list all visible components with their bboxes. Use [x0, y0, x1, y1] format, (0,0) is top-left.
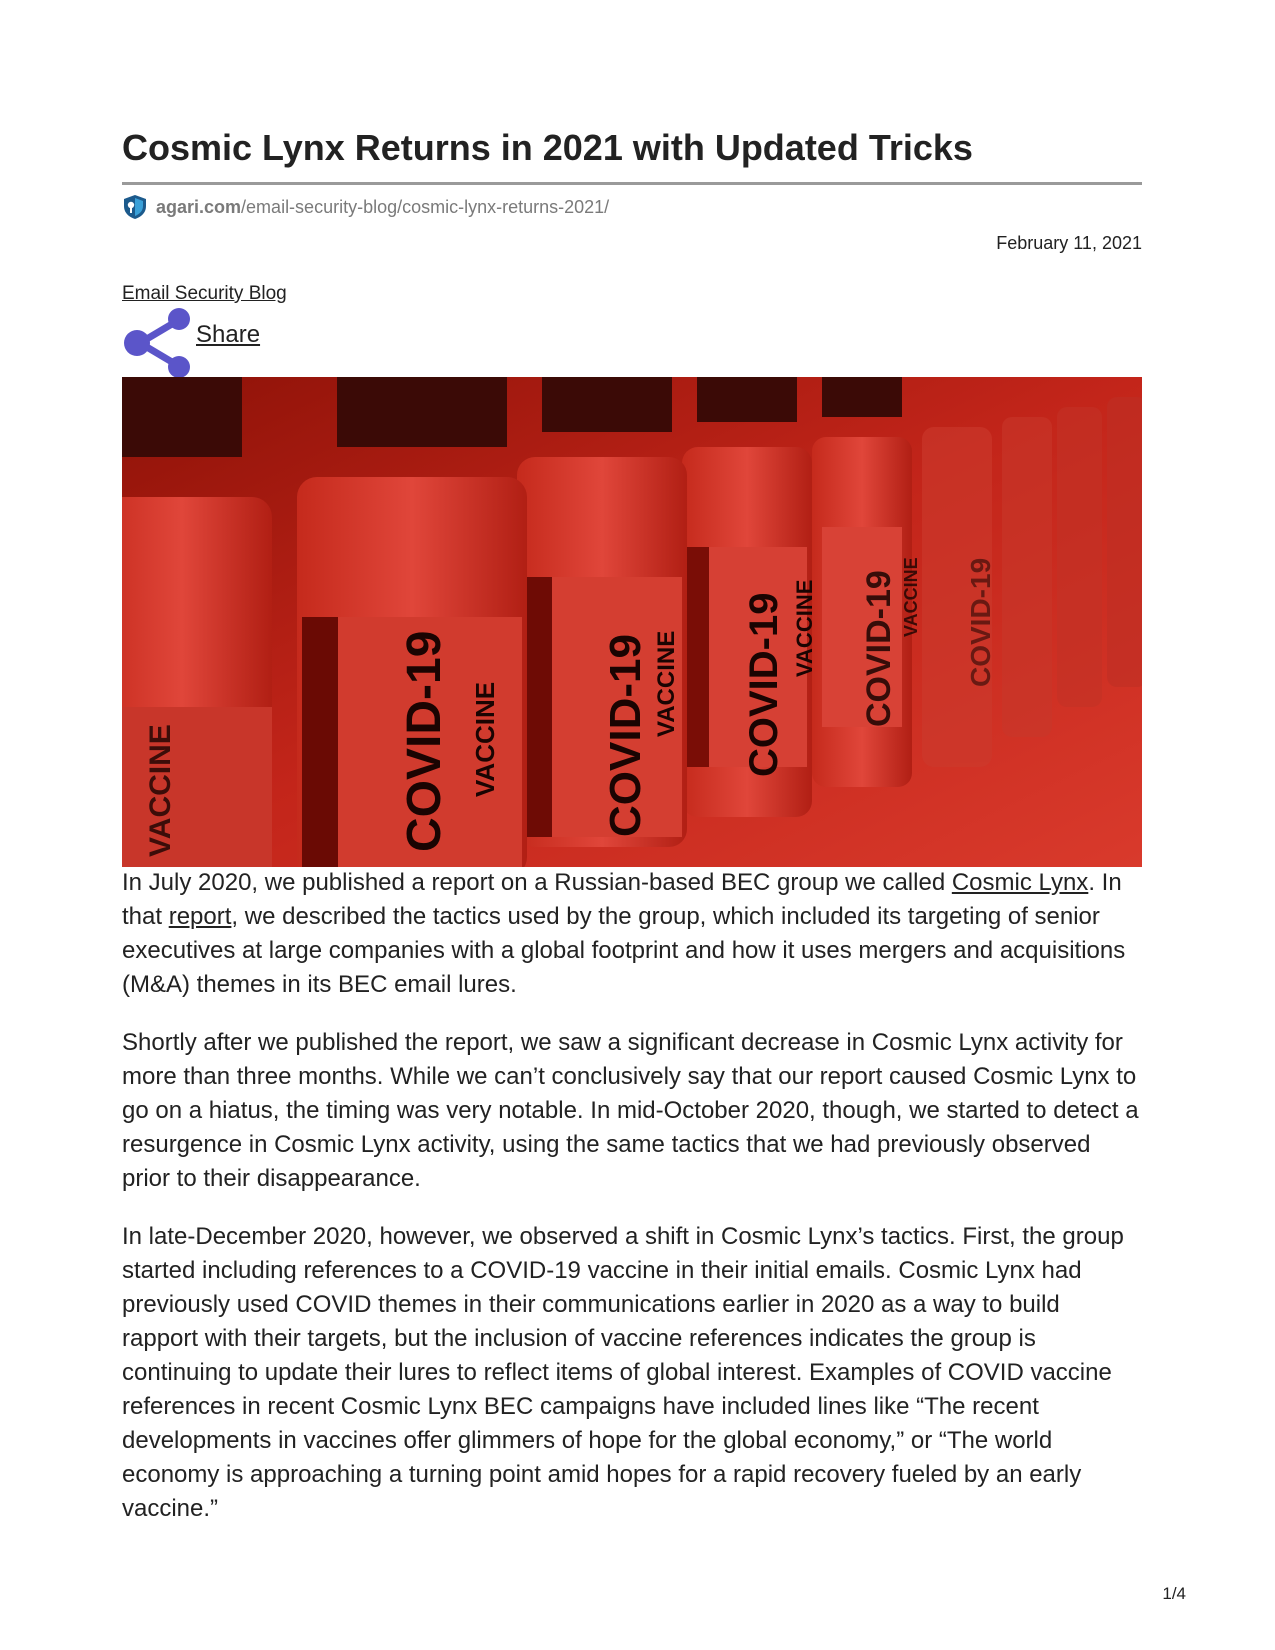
agari-shield-icon [122, 194, 148, 220]
vial-label-covid: COVID-19 [965, 557, 996, 687]
source-path: /email-security-blog/cosmic-lynx-returns-2021/ [241, 196, 610, 217]
paragraph-2: Shortly after we published the report, we saw a significant decrease in Cosmic Lynx activity for more than three months. While we can’t conclusively say that our report caused Cosmic Lynx to go on a hiatus, the timing was very notable. In mid-October 2020, though, we started to detect a resurgence in Cosmic Lynx activity, using the same tactics that we had previously observed prior to their disappearance. [122, 1029, 1139, 1192]
paragraph-1: In July 2020, we published a report on a Russian-based BEC group we called Cosmic Lynx. In that report, we described the tactics used by the group, which included its targeting of senior executives at large companies with a global footprint and how it uses mergers and acquisitions (M&A) themes in its BEC email lures. [122, 869, 1126, 998]
page-number: 1/4 [1162, 1584, 1186, 1603]
article-title: Cosmic Lynx Returns in 2021 with Updated Tricks [122, 127, 973, 168]
vial-label-vaccine: VACCINE [901, 557, 921, 637]
vial-label-vaccine: VACCINE [470, 681, 500, 797]
publish-date: February 11, 2021 [996, 233, 1142, 253]
article-body [122, 866, 1142, 1550]
title-divider [122, 182, 1142, 185]
vial-label-covid: COVID-19 [860, 570, 898, 727]
share-label: Share [196, 321, 261, 348]
cosmic-lynx-link[interactable]: Cosmic Lynx [951, 869, 1089, 896]
source-domain: agari.com [156, 196, 242, 217]
share-icon [122, 307, 194, 379]
source-url[interactable] [122, 194, 609, 220]
hero-image-vaccine-vials [122, 377, 1142, 867]
report-link[interactable]: report [168, 903, 232, 930]
vial-label-covid: COVID-19 [398, 630, 451, 852]
paragraph-3: In late-December 2020, however, we observed a shift in Cosmic Lynx’s tactics. First, the group started including references to a COVID-19 vaccine in their initial emails. Cosmic Lynx had previously used COVID themes in their communications earlier in 2020 as a way to build rapport with their targets, but the inclusion of vaccine references indicates the group is continuing to update their lures to reflect items of global interest. Examples of COVID vaccine references in recent Cosmic Lynx BEC campaigns have included lines like “The recent developments in vaccines offer glimmers of hope for the global economy,” or “The world economy is approaching a turning point amid hopes for a rapid recovery fueled by an early vaccine.” [122, 1223, 1124, 1522]
vial-label-vaccine: VACCINE [653, 630, 680, 737]
category-link[interactable]: Email Security Blog [122, 283, 287, 304]
vial-label-vaccine: VACCINE [792, 579, 817, 677]
share-button[interactable] [122, 308, 260, 378]
vial-label-vaccine: VACCINE [144, 724, 177, 857]
vial-label-covid: COVID-19 [601, 634, 650, 837]
vial-label-covid: COVID-19 [742, 592, 786, 777]
